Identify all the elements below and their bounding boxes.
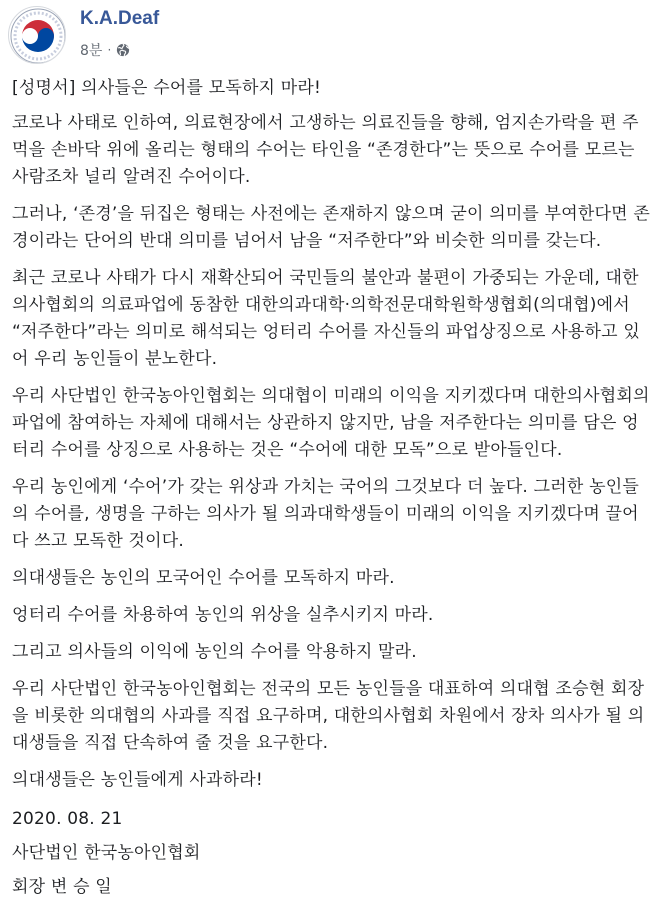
post-body bbox=[12, 75, 654, 906]
organization-name: 사단법인 한국농아인협회 bbox=[12, 843, 201, 863]
paragraph: 그러나, ‘존경’을 뒤집은 형태는 사전에는 존재하지 않으며 굳이 의미를 부여한다면 존경이라는 단어의 반대 의미를 넘어서 남을 “저주한다”와 비슷한 의미를 갖는다. bbox=[12, 204, 650, 251]
paragraph: 엉터리 수어를 차용하여 농인의 위상을 실추시키지 마라. bbox=[12, 605, 434, 625]
statement-title: [성명서] 의사들은 수어를 모독하지 마라! bbox=[12, 78, 322, 98]
globe-icon[interactable] bbox=[116, 43, 130, 57]
avatar[interactable] bbox=[8, 6, 66, 64]
signatory: 회장 변 승 일 bbox=[12, 877, 112, 897]
paragraph: 우리 사단법인 한국농아인협회는 의대협이 미래의 이익을 지키겠다며 대한의사협회의 파업에 참여하는 자체에 대해서는 상관하지 않지만, 남을 저주한다는 의미를 담은 엉터리 수어를 상징으로 사용하는 것은 “수어에 대한 모독”으로 받아들인다. bbox=[12, 386, 650, 460]
paragraph: 그리고 의사들의 이익에 농인의 수어를 악용하지 말라. bbox=[12, 642, 417, 662]
paragraph: 코로나 사태로 인하여, 의료현장에서 고생하는 의료진들을 향해, 엄지손가락을 편 주먹을 손바닥 위에 올리는 형태의 수어는 타인을 “존경한다”는 뜻으로 수어를 모르는 사람조차 널리 알려진 수어이다. bbox=[12, 113, 639, 187]
paragraph: 최근 코로나 사태가 다시 재확산되어 국민들의 불안과 불편이 가중되는 가운데, 대한의사협회의 의료파업에 동참한 대한의과대학·의학전문대학원학생협회(의대협)에서 “저주한다”라는 의미로 해석되는 엉터리 수어를 자신들의 파업상징으로 사용하고 있어 우리 농인들이 분노한다. bbox=[12, 268, 640, 369]
paragraph: 우리 농인에게 ‘수어’가 갖는 위상과 가치는 국어의 그것보다 더 높다. 그러한 농인들의 수어를, 생명을 구하는 의사가 될 의과대학생들이 미래의 이익을 지키겠다며 끌어다 쓰고 모독한 것이다. bbox=[12, 477, 639, 551]
paragraph: 우리 사단법인 한국농아인협회는 전국의 모든 농인들을 대표하여 의대협 조승현 회장을 비롯한 의대협의 사과를 직접 요구하며, 대한의사협회 차원에서 장차 의사가 될 의대생들을 직접 단속하여 줄 것을 요구한다. bbox=[12, 679, 645, 753]
paragraph: 의대생들은 농인의 모국어인 수어를 모독하지 마라. bbox=[12, 568, 395, 588]
post-time[interactable]: 8분 bbox=[80, 43, 103, 59]
post-meta bbox=[80, 40, 130, 60]
statement-date: 2020. 08. 21 bbox=[12, 809, 123, 829]
paragraph: 의대생들은 농인들에게 사과하라! bbox=[12, 770, 263, 790]
meta-separator: · bbox=[107, 43, 112, 57]
author-name[interactable]: K.A.Deaf bbox=[80, 8, 160, 29]
kadeaf-logo-icon bbox=[9, 7, 66, 64]
post-header bbox=[8, 6, 648, 66]
